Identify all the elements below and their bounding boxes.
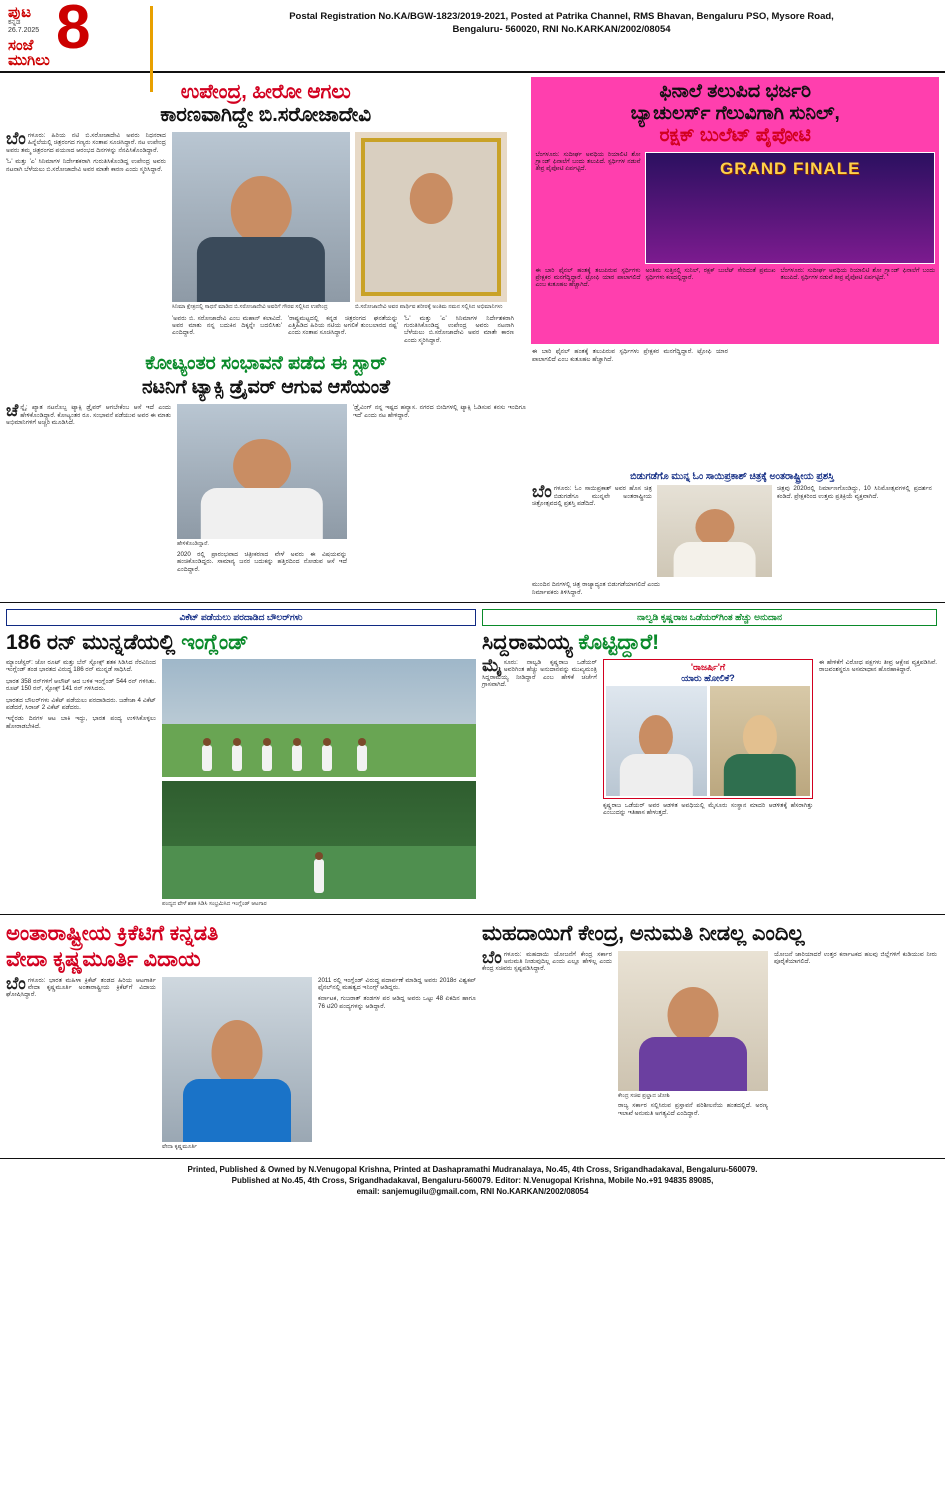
cricket-lead: ಮ್ಯಾಂಚೆಸ್ಟರ್: ಜೋ ರೂಟ್ ಮತ್ತು ಬೆನ್ ಸ್ಟೋಕ್ಸ್ ಶತಕ ಸಿಡಿಸಿದ ನೆರವಿನಿಂದ ಇಂಗ್ಲೆಂಡ್ ತಂಡ ಭಾರತದ ವಿರುದ್ಧ 186 ರನ್ ಮುನ್ನಡೆ ಸಾಧಿಸಿದೆ. bbox=[6, 659, 156, 674]
mahadayi-headline: ಮಹದಾಯಿಗೆ ಕೇಂದ್ರ, ಅನುಮತಿ ನೀಡಲ್ಲ ಎಂದಿಲ್ಲ bbox=[482, 921, 805, 945]
mahadayi-photo-caption: ಕೇಂದ್ರ ಸಚಿವ ಪ್ರಲ್ಹಾದ ಜೋಶಿ bbox=[618, 1092, 670, 1099]
mahadayi-column-3: ಯೋಜನೆ ಜಾರಿಯಾದರೆ ಉತ್ತರ ಕರ್ನಾಟಕದ ಹಲವು ಜಿಲ್ಲೆಗಳಿಗೆ ಕುಡಿಯುವ ನೀರು ಪೂರೈಕೆಯಾಗಲಿದೆ. bbox=[774, 950, 937, 966]
upendra-photo-caption: ಸಿನಿಮಾ ಕ್ಷೇತ್ರದಲ್ಲಿ ಸಾಧನೆ ಮಾಡಿದ ಬಿ.ಸರೋಜಾದೇವಿ ಅವರಿಗೆ ಗೌರವ ಸಲ್ಲಿಸಿದ ಉಪೇಂದ್ರ bbox=[172, 304, 328, 310]
story-cricket bbox=[6, 609, 476, 908]
siddaramaiah-column-1: ಮೈಸೂರು: ನಾಲ್ವಡಿ ಕೃಷ್ಣರಾಜ ಒಡೆಯರ್ ಅವರಿಗಿಂತ ಹೆಚ್ಚು ಅನುದಾನವನ್ನು ಮುಖ್ಯಮಂತ್ರಿ ಸಿದ್ದರಾಮಯ್ಯ ನೀಡಿದ್ದಾರೆ ಎಂಬ ಹೇಳಿಕೆ ಚರ್ಚೆಗೆ ಗ್ರಾಸವಾಗಿದೆ. bbox=[482, 656, 597, 689]
mahadayi-column-1: ಬೆಂಗಳೂರು: ಮಹದಾಯಿ ಯೋಜನೆಗೆ ಕೇಂದ್ರ ಸರ್ಕಾರ ಅನುಮತಿ ನೀಡುವುದಿಲ್ಲ ಎಂದು ಎಲ್ಲೂ ಹೇಳಿಲ್ಲ ಎಂದು ಕೇಂದ್ರ ಸಚಿವರು ಸ್ಪಷ್ಟಪಡಿಸಿದ್ದಾರೆ. bbox=[482, 947, 612, 973]
cricket-column-3: ಇನ್ನೆರಡು ದಿನಗಳ ಆಟ ಬಾಕಿ ಇದ್ದು, ಭಾರತ ಪಂದ್ಯ ಉಳಿಸಿಕೊಳ್ಳಲು ಹೋರಾಡಬೇಕಿದೆ. bbox=[6, 715, 156, 730]
finale-continuation bbox=[532, 348, 932, 468]
finale-column-4: ಬೆಂಗಳೂರು: ಸುದೀರ್ಘ ಅವಧಿಯ ರಿಯಾಲಿಟಿ ಶೋ ಗ್ರ್ಯಾಂಡ್ ಫಿನಾಲೆಗೆ ಬಂದು ತಲುಪಿದೆ. ಸ್ಪರ್ಧಿಗಳ ನಡುವೆ ತೀವ್ರ ಪೈಪೋಟಿ ಏರ್ಪಟ್ಟಿದೆ. bbox=[780, 268, 935, 282]
finale-headline-line-2: ಬ್ಯಾಚುಲರ್ಸ್ ಗೆಲುವಿಗಾಗಿ ಸುನಿಲ್, bbox=[630, 103, 840, 124]
grand-finale-banner-text: GRAND FINALE bbox=[719, 159, 861, 178]
story-veda bbox=[6, 921, 476, 1151]
cricket-photo-caption: ಪಂದ್ಯದ ವೇಳೆ ಶತಕ ಸಿಡಿಸಿ ಸಂಭ್ರಮಿಸಿದ ಇಂಗ್ಲೆಂಡ್ ಆಟಗಾರ bbox=[162, 901, 267, 908]
om-sai-headline: ಬಿಡುಗಡೆಗೊ ಮುನ್ನ ಓಂ ಸಾಯಿಪ್ರಕಾಶ್ ಚಿತ್ರಕ್ಕೆ ಅಂತರಾಷ್ಟ್ರೀಯ ಪ್ರಶಸ್ತಿ bbox=[630, 471, 834, 483]
finale-continuation-text: ಈ ಬಾರಿ ಫೈನಲ್ ಹಂತಕ್ಕೆ ತಲುಪಿರುವ ಸ್ಪರ್ಧಿಗಳು ಪ್ರೇಕ್ಷಕರ ಮನಗೆದ್ದಿದ್ದಾರೆ. ಟ್ರೋಫಿ ಯಾರ ಪಾಲಾಗಲಿದೆ ಎಂಬ ಕುತೂಹಲ ಹೆಚ್ಚಾಗಿದೆ. bbox=[532, 348, 728, 363]
siddaramaiah-headline-part-2: ಕೊಟ್ಟಿದ್ದಾರೆ! bbox=[578, 631, 660, 655]
saroja-devi-portrait-photo bbox=[355, 132, 507, 302]
mahadayi-column-2: ರಾಜ್ಯ ಸರ್ಕಾರ ಸಲ್ಲಿಸಿರುವ ಪ್ರಸ್ತಾವನೆ ಪರಿಶೀಲನೆಯ ಹಂತದಲ್ಲಿದೆ. ಅರಣ್ಯ ಇಲಾಖೆ ಅನುಮತಿ ಅಗತ್ಯವಿದೆ ಎಂದಿದ್ದಾರೆ. bbox=[618, 1102, 768, 1117]
cricket-team-photo bbox=[162, 659, 476, 777]
taxi-column-3: 'ಡ್ರೈವಿಂಗ್ ನನ್ನ ಇಷ್ಟದ ಹವ್ಯಾಸ. ನಗರದ ಬೀದಿಗಳಲ್ಲಿ ಟ್ಯಾಕ್ಸಿ ಓಡಿಸುವ ಕನಸು ಇಂದಿಗೂ ಇದೆ' ಎಂದು ನಟ ಹೇಳಿದ್ದಾರೆ. bbox=[353, 404, 526, 419]
om-sai-column-1: ಬೆಂಗಳೂರು: ಓಂ ಸಾಯಿಪ್ರಕಾಶ್ ಅವರ ಹೊಸ ಚಿತ್ರ ಬಿಡುಗಡೆಗೂ ಮುನ್ನವೇ ಅಂತರಾಷ್ಟ್ರೀಯ ಚಿತ್ರೋತ್ಸವದಲ್ಲಿ ಪ್ರಶಸ್ತಿ ಪಡೆದಿದೆ. bbox=[532, 482, 652, 508]
taxi-column-1: ಚೆನ್ನೈ: ಖ್ಯಾತ ನಟನೊಬ್ಬ ಟ್ಯಾಕ್ಸಿ ಡ್ರೈವರ್ ಆಗಬೇಕೆಂಬ ಆಸೆ ಇದೆ ಎಂದು ಹೇಳಿಕೊಂಡಿದ್ದಾರೆ. ಕೋಟ್ಯಂತರ ರೂ. ಸಂಭಾವನೆ ಪಡೆಯುವ ಅವರ ಈ ಮಾತು ಅಭಿಮಾನಿಗಳಿಗೆ ಅಚ್ಚರಿ ಮೂಡಿಸಿದೆ. bbox=[6, 401, 171, 427]
page-number: 8 bbox=[56, 0, 91, 62]
cricket-column-2: ಭಾರತದ ಬೌಲರ್‌ಗಳು ವಿಕೆಟ್ ಪಡೆಯಲು ಪರದಾಡಿದರು. ಜಡೇಜಾ 4 ವಿಕೆಟ್ ಪಡೆದರೆ, ಸಿರಾಜ್ 2 ವಿಕೆಟ್ ಪಡೆದರು. bbox=[6, 696, 156, 712]
upendra-paragraph-2: 'ಓ' ಮತ್ತು 'ಎ' ಸಿನಿಮಾಗಳ ನಿರ್ದೇಶಕರಾಗಿ ಗುರುತಿಸಿಕೊಂಡಿದ್ದ ಉಪೇಂದ್ರ ಅವರು ನಟನಾಗಿ ಬೆಳೆಯಲು ಬಿ.ಸರೋಜಾದೇವಿ ಅವರ ಮಾತೇ ಕಾರಣ ಎಂದು ಸ್ಮರಿಸಿದ್ದಾರೆ. bbox=[6, 158, 166, 173]
second-band bbox=[0, 344, 945, 596]
story-om-sai bbox=[532, 348, 932, 596]
brand-line-2: ಮುಗಿಲು bbox=[8, 52, 50, 69]
finale-headline bbox=[535, 81, 935, 147]
om-sai-column-3: ಮುಂದಿನ ದಿನಗಳಲ್ಲಿ ಚಿತ್ರ ರಾಜ್ಯಾದ್ಯಂತ ಬಿಡುಗಡೆಯಾಗಲಿದೆ ಎಂದು ನಿರ್ಮಾಪಕರು ತಿಳಿಸಿದ್ದಾರೆ. bbox=[532, 581, 660, 596]
siddaramaiah-column-2: ಕೃಷ್ಣರಾಜ ಒಡೆಯರ್ ಅವರ ಆಡಳಿತ ಅವಧಿಯಲ್ಲಿ ಮೈಸೂರು ಸಂಸ್ಥಾನ ಮಾದರಿ ಆಡಳಿತಕ್ಕೆ ಹೆಸರಾಗಿತ್ತು ಎಂಬುದನ್ನು ಇತಿಹಾಸ ಹೇಳುತ್ತದೆ. bbox=[603, 802, 813, 817]
upendra-photo bbox=[172, 132, 350, 302]
story-siddaramaiah bbox=[482, 609, 937, 908]
upendra-extra-text: 'ಓ' ಮತ್ತು 'ಎ' ಸಿನಿಮಾಗಳ ನಿರ್ದೇಶಕರಾಗಿ ಗುರುತಿಸಿಕೊಂಡಿದ್ದ ಉಪೇಂದ್ರ ಅವರು ನಟನಾಗಿ ಬೆಳೆಯಲು ಬಿ.ಸರೋಜಾದೇವಿ ಅವರ ಮಾತೇ ಕಾರಣ ಎಂದು ಸ್ಮರಿಸಿದ್ದಾರೆ. bbox=[404, 314, 514, 344]
saroja-photo-caption: ಬಿ.ಸರೋಜಾದೇವಿ ಅವರ ಪಾರ್ಥಿವ ಶರೀರಕ್ಕೆ ಅಂತಿಮ ನಮನ ಸಲ್ಲಿಸಿದ ಅಭಿಮಾನಿಗಳು bbox=[355, 304, 503, 310]
pralhad-joshi-photo bbox=[618, 951, 768, 1091]
finale-column-1: ಬೆಂಗಳೂರು: ಸುದೀರ್ಘ ಅವಧಿಯ ರಿಯಾಲಿಟಿ ಶೋ ಗ್ರ್ಯಾಂಡ್ ಫಿನಾಲೆಗೆ ಬಂದು ತಲುಪಿದೆ. ಸ್ಪರ್ಧಿಗಳ ನಡುವೆ ತೀವ್ರ ಪೈಪೋಟಿ ಏರ್ಪಟ್ಟಿದೆ. bbox=[535, 152, 641, 173]
masthead bbox=[0, 0, 945, 73]
upendra-quote-2: 'ರಾಷ್ಟ್ರಮಟ್ಟದಲ್ಲಿ ಕನ್ನಡ ಚಿತ್ರರಂಗದ ಘನತೆಯನ್ನು ಎತ್ತಿಹಿಡಿದ ಹಿರಿಯ ನಟಿಯ ಅಗಲಿಕೆ ತುಂಬಲಾರದ ನಷ್ಟ' ಎಂದು ಸಂತಾಪ ಸೂಚಿಸಿದ್ದಾರೆ. bbox=[288, 314, 398, 337]
upendra-headline bbox=[6, 81, 525, 127]
masthead-kannada-sub: ಕನ್ನಡ bbox=[8, 19, 21, 26]
registration-line-2: Bengaluru- 560020, RNI No.KARKAN/2002/08054 bbox=[452, 24, 671, 35]
siddaramaiah-ribbon: ನಾಲ್ವಡಿ ಕೃಷ್ಣರಾಜ ಒಡೆಯರ್‌ಗಿಂತ ಹೆಚ್ಚು ಅನುದಾನ bbox=[482, 609, 937, 626]
brand-line-1: ಸಂಜೆ bbox=[8, 37, 34, 54]
om-sai-column-2: ಚಿತ್ರವು 2020ರಲ್ಲಿ ನಿರ್ಮಾಣಗೊಂಡಿದ್ದು, 10 ಸಿನಿಮೋತ್ಸವಗಳಲ್ಲಿ ಪ್ರದರ್ಶನ ಕಂಡಿದೆ. ಪ್ರೇಕ್ಷಕರಿಂದ ಉತ್ತಮ ಪ್ರತಿಕ್ರಿಯೆ ವ್ಯಕ್ತವಾಗಿದೆ. bbox=[777, 485, 932, 500]
veda-column-3: ಕರ್ನಾಟಕ, ಗುಜರಾತ್ ತಂಡಗಳ ಪರ ಆಡಿದ್ದ ಅವರು ಒಟ್ಟು 48 ಏಕದಿನ ಹಾಗೂ 76 ಟಿ20 ಪಂದ್ಯಗಳನ್ನು ಆಡಿದ್ದಾರೆ. bbox=[318, 995, 476, 1010]
page-label: ಪುಟ bbox=[8, 4, 33, 21]
upendra-headline-line-1: ಉಪೇಂದ್ರ, ಹೀರೋ ಆಗಲು bbox=[180, 81, 351, 103]
rajarshi-box-title-2: ಯಾರು ಹೋಲಿಕೆ? bbox=[681, 673, 735, 684]
taxi-column-2: 2020 ರಲ್ಲಿ ಪ್ರಾರಂಭವಾದ ಚಿತ್ರೀಕರಣದ ವೇಳೆ ಅವರು ಈ ವಿಷಯವನ್ನು ಹಂಚಿಕೊಂಡಿದ್ದರು. ಸಾಮಾನ್ಯ ಜನರ ಬದುಕನ್ನು ಹತ್ತಿರದಿಂದ ನೋಡುವ ಆಸೆ ಇದೆ ಎಂದಿದ್ದಾರೆ. bbox=[177, 550, 347, 573]
taxi-headline-line-1: ಕೋಟ್ಯಂತರ ಸಂಭಾವನೆ ಪಡೆದ ಈ ಸ್ಟಾರ್ bbox=[145, 353, 387, 375]
masthead-registration bbox=[178, 4, 945, 36]
upendra-quote-1: 'ಅವರು ಬಿ. ಸರೋಜಾದೇವಿ ಎಂಬ ಮಹಾನ್ ಕಲಾವಿದೆ. ಅವರ ಮಾತು ನನ್ನ ಬದುಕಿನ ದಿಕ್ಕನ್ನೇ ಬದಲಿಸಿತು' ಎಂದಿದ್ದಾರೆ. bbox=[172, 314, 282, 337]
registration-line-1: Postal Registration No.KA/BGW-1823/2019-2021, Posted at Patrika Channel, RMS Bhavan, Bengaluru PSO, Mysore Road, bbox=[289, 11, 834, 22]
finale-column-2: ಈ ಬಾರಿ ಫೈನಲ್ ಹಂತಕ್ಕೆ ತಲುಪಿರುವ ಸ್ಪರ್ಧಿಗಳು ಪ್ರೇಕ್ಷಕರ ಮನಗೆದ್ದಿದ್ದಾರೆ. ಟ್ರೋಫಿ ಯಾರ ಪಾಲಾಗಲಿದೆ ಎಂಬ ಕುತೂಹಲ ಹೆಚ್ಚಾಗಿದೆ. bbox=[535, 268, 641, 289]
cricket-headline bbox=[6, 630, 476, 655]
siddaramaiah-headline-part-1: ಸಿದ್ದರಾಮಯ್ಯ bbox=[482, 631, 573, 655]
veda-headline-line-1: ಅಂತಾರಾಷ್ಟ್ರೀಯ ಕ್ರಿಕೆಟಿಗೆ ಕನ್ನಡತಿ bbox=[6, 921, 219, 945]
finale-column-3: ಅಂತಿಮ ಸುತ್ತಿನಲ್ಲಿ ಸುನಿಲ್, ರಕ್ಷಕ್ ಬುಲೆಟ್ ಸೇರಿದಂತೆ ಪ್ರಮುಖ ಸ್ಪರ್ಧಿಗಳು ಕಣದಲ್ಲಿದ್ದಾರೆ. bbox=[645, 268, 776, 282]
taxi-photo-caption: ಹೇಳಿಕೊಂಡಿದ್ದಾರೆ. bbox=[177, 541, 209, 548]
masthead-divider bbox=[150, 6, 153, 92]
upendra-paragraph-1: ಬೆಂಗಳೂರು: ಹಿರಿಯ ನಟಿ ಬಿ.ಸರೋಜಾದೇವಿ ಅವರು ನಿಧನರಾದ ಹಿನ್ನೆಲೆಯಲ್ಲಿ ಚಿತ್ರರಂಗದ ಗಣ್ಯರು ಸಂತಾಪ ಸೂಚಿಸಿದ್ದಾರೆ. ನಟ ಉಪೇಂದ್ರ ಅವರು ತಮ್ಮ ಚಿತ್ರರಂಗದ ಪಯಣದ ಆರಂಭದ ದಿನಗಳನ್ನು ನೆನಪಿಸಿಕೊಂಡಿದ್ದಾರೆ. bbox=[6, 129, 166, 154]
grand-finale-banner-photo bbox=[645, 152, 935, 264]
cricket-ribbon: ವಿಕೆಟ್ ಪಡೆಯಲು ಪರದಾಡಿದ ಬೌಲರ್‌ಗಳು bbox=[6, 609, 476, 626]
story-upendra bbox=[6, 77, 525, 344]
rajarshi-box-title-1: 'ರಾಜರ್ಷಿ'ಗೆ bbox=[690, 662, 726, 673]
fourth-band bbox=[0, 914, 945, 1151]
siddaramaiah-column-3: ಈ ಹೇಳಿಕೆಗೆ ವಿರೋಧ ಪಕ್ಷಗಳು ತೀವ್ರ ಆಕ್ಷೇಪ ವ್ಯಕ್ತಪಡಿಸಿವೆ. ರಾಜವಂಶಸ್ಥರೂ ಅಸಮಾಧಾನ ಹೊರಹಾಕಿದ್ದಾರೆ. bbox=[819, 659, 937, 674]
veda-column-2: 2011 ರಲ್ಲಿ ಇಂಗ್ಲೆಂಡ್ ವಿರುದ್ಧ ಪದಾರ್ಪಣೆ ಮಾಡಿದ್ದ ಅವರು 2018ರ ವಿಶ್ವಕಪ್ ಫೈನಲ್‌ನಲ್ಲಿ ಮಹತ್ವದ ಇನಿಂಗ್ಸ್ ಆಡಿದ್ದರು. bbox=[318, 976, 476, 992]
siddaramaiah-headline bbox=[482, 630, 937, 655]
footer-line-2: Published at No.45, 4th Cross, Srigandhadakaval, Bengaluru-560079. Editor: N.Venugopal Krishna, Mobile No.+91 94835 89085, bbox=[231, 1176, 714, 1186]
veda-photo-caption: ವೇದಾ ಕೃಷ್ಣಮೂರ್ತಿ bbox=[162, 1143, 198, 1150]
taxi-headline-line-2: ನಟನಿಗೆ ಟ್ಯಾಕ್ಸಿ ಡ್ರೈವರ್ ಆಗುವ ಆಸೆಯಂತೆ bbox=[142, 377, 390, 399]
krishnaraja-wodeyar-statue-photo bbox=[710, 686, 811, 796]
cricket-headline-part-1: 186 ರನ್ ಮುನ್ನಡೆಯಲ್ಲಿ bbox=[6, 631, 176, 655]
masthead-date: 26.7.2025 bbox=[8, 27, 40, 34]
siddaramaiah-photo bbox=[606, 686, 707, 796]
rajarshi-box bbox=[603, 659, 813, 799]
finale-headline-line-1: ಫಿನಾಲೆ ತಲುಪಿದ ಭರ್ಜರಿ bbox=[659, 81, 811, 102]
upendra-headline-line-2: ಕಾರಣವಾಗಿದ್ದೇ ಬಿ.ಸರೋಜಾದೇವಿ bbox=[160, 104, 372, 126]
taxi-actor-photo bbox=[177, 404, 347, 539]
taxi-headline bbox=[6, 352, 526, 400]
footer-line-3: email: sanjemugilu@gmail.com, RNI No.KARKAN/2002/08054 bbox=[356, 1187, 589, 1197]
veda-krishnamurthy-photo bbox=[162, 977, 312, 1142]
veda-headline bbox=[6, 921, 476, 973]
story-taxi bbox=[6, 348, 526, 596]
veda-headline-line-2: ವೇದಾ ಕೃಷ್ಣಮೂರ್ತಿ ವಿದಾಯ bbox=[6, 947, 201, 971]
masthead-brand bbox=[0, 0, 178, 69]
cricket-batsman-photo bbox=[162, 781, 476, 899]
story-finale bbox=[531, 77, 939, 344]
footer-line-1: Printed, Published & Owned by N.Venugopal Krishna, Printed at Dashapramathi Mudranalaya, No.45, 4th Cross, Srigandhadakaval, Bengaluru-560079. bbox=[187, 1165, 758, 1175]
cricket-headline-part-2: ಇಂಗ್ಲೆಂಡ್ bbox=[181, 631, 249, 655]
cricket-column-1: ಭಾರತ 358 ರನ್‌ಗಳಿಗೆ ಆಲೌಟ್ ಆದ ಬಳಿಕ ಇಂಗ್ಲೆಂಡ್ 544 ರನ್ ಗಳಿಸಿತು. ರೂಟ್ 150 ರನ್, ಸ್ಟೋಕ್ಸ್ 141 ರನ್ ಗಳಿಸಿದರು. bbox=[6, 677, 156, 693]
om-sai-prakash-photo bbox=[657, 485, 772, 577]
top-band bbox=[0, 73, 945, 344]
upendra-text-column bbox=[6, 129, 166, 344]
finale-headline-line-3: ರಕ್ಷಕ್ ಬುಲೆಟ್ ಪೈಪೋಟಿ bbox=[659, 125, 811, 146]
third-band bbox=[0, 602, 945, 908]
veda-column-1: ಬೆಂಗಳೂರು: ಭಾರತ ಮಹಿಳಾ ಕ್ರಿಕೆಟ್ ತಂಡದ ಹಿರಿಯ ಆಟಗಾರ್ತಿ ವೇದಾ ಕೃಷ್ಣಮೂರ್ತಿ ಅಂತಾರಾಷ್ಟ್ರೀಯ ಕ್ರಿಕೆಟ್‌ಗೆ ವಿದಾಯ ಘೋಷಿಸಿದ್ದಾರೆ. bbox=[6, 973, 156, 999]
page-footer bbox=[0, 1158, 945, 1205]
story-mahadayi bbox=[482, 921, 937, 1151]
